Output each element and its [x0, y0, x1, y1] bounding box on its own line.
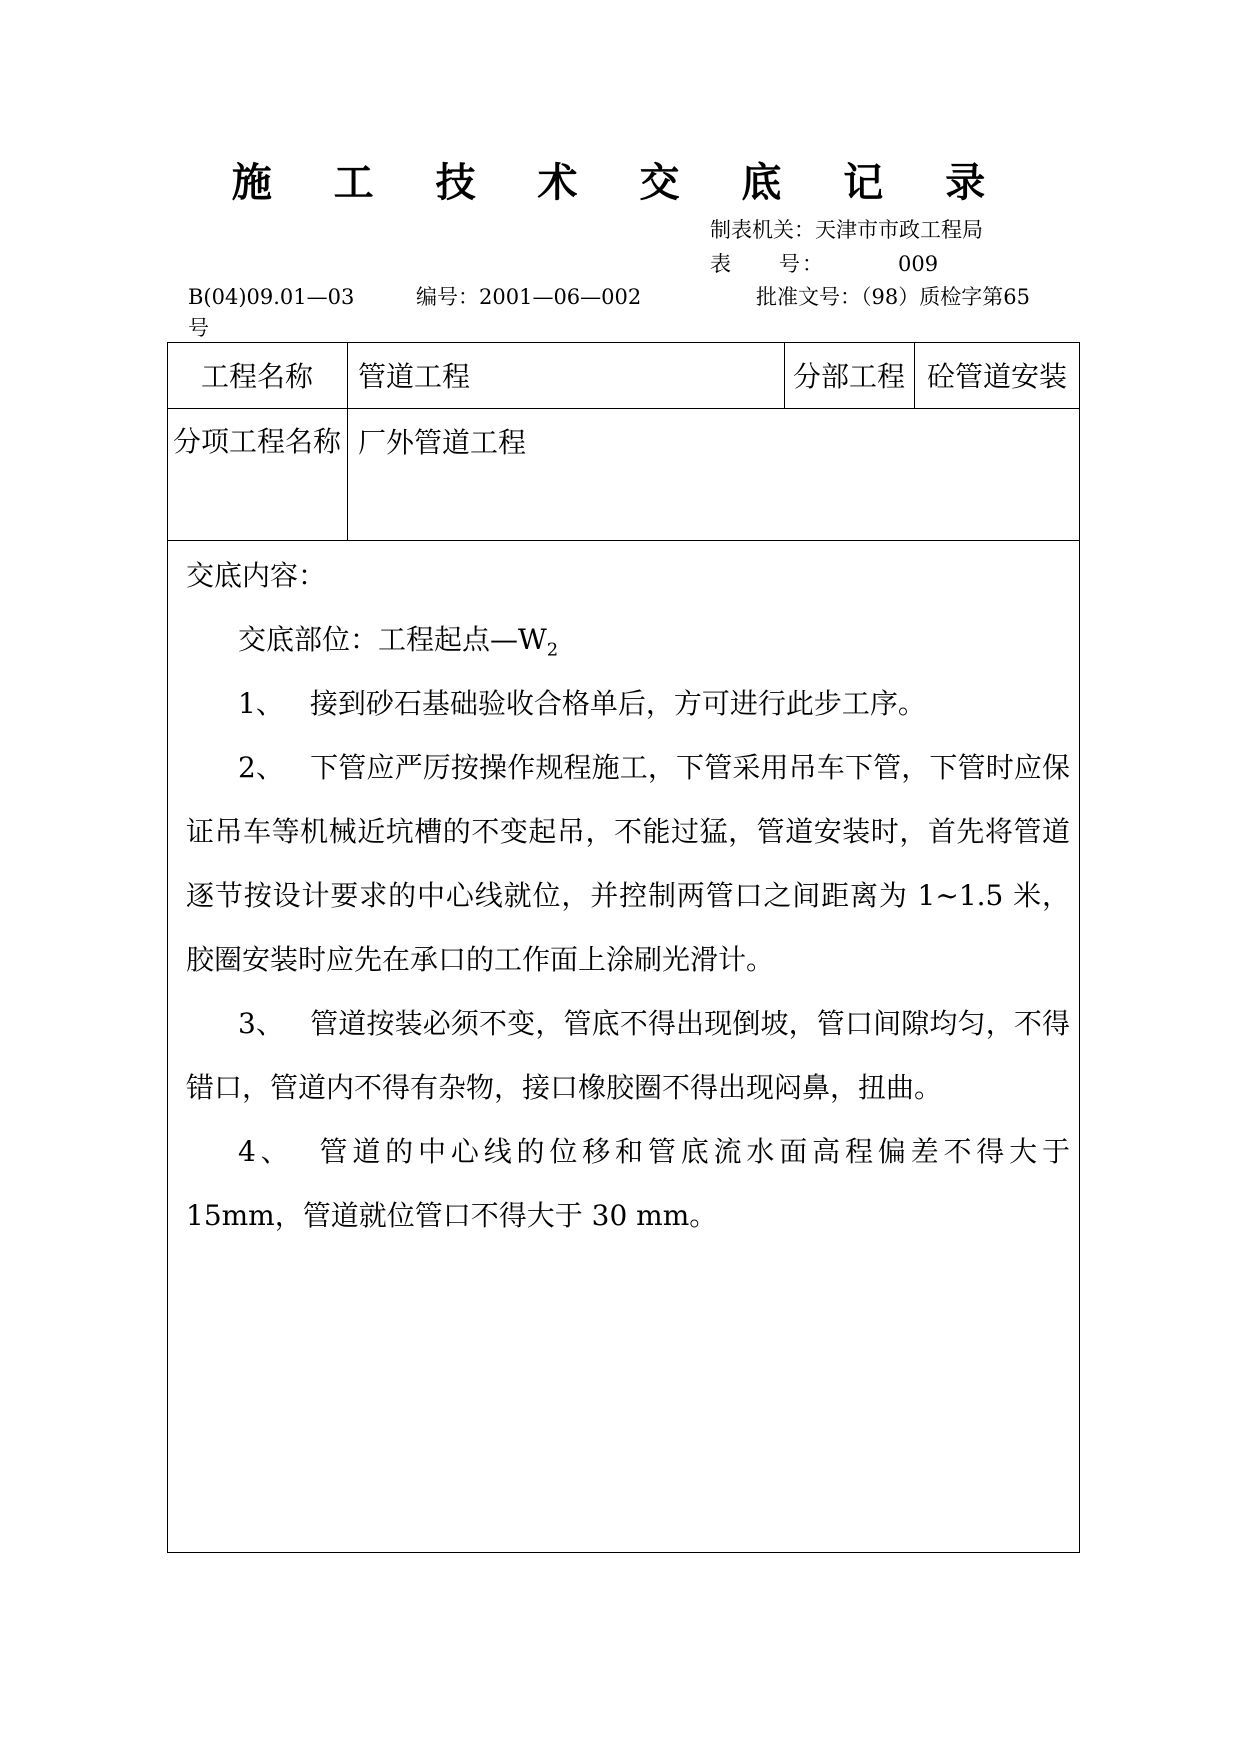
project-name-label: 工程名称 [200, 360, 313, 393]
instruction-text: 管道按装必须不变，管底不得出现倒坡，管口间隙均匀，不得错口，管道内不得有杂物，接口橡胶圈不得出现闷鼻，扭曲。 [186, 1007, 1070, 1104]
form-number-label: 表 号： [710, 252, 825, 276]
content-position-label: 交底部位：工程起点—W [238, 623, 547, 656]
document-code-suffix: 号 [188, 316, 209, 340]
instruction-item [186, 992, 1070, 1120]
instruction-item [186, 672, 1070, 736]
table-row-divider [167, 540, 1080, 541]
instruction-number: 2、 [238, 751, 285, 784]
table-column-divider [347, 342, 348, 540]
form-number-value: 009 [898, 252, 939, 276]
document-title: 施 工 技 术 交 底 记 录 [231, 159, 1010, 206]
document-code: B(04)09.01—03 [188, 285, 355, 309]
instruction-item [186, 736, 1070, 992]
subitem-value: 厂外管道工程 [358, 426, 527, 459]
instruction-text: 管道的中心线的位移和管底流水面高程偏差不得大于 15mm，管道就位管口不得大于 30 mm。 [186, 1135, 1070, 1232]
content-position-subscript: 2 [546, 639, 559, 661]
approval-number: 批准文号：（98）质检字第65 [756, 285, 1030, 309]
subitem-label: 分项工程名称 [172, 425, 341, 458]
instruction-item [186, 1120, 1070, 1248]
instruction-number: 4、 [238, 1135, 294, 1168]
issuer-text: 制表机关：天津市市政工程局 [710, 218, 983, 242]
instruction-text: 下管应严厉按操作规程施工，下管采用吊车下管，下管时应保证吊车等机械近坑槽的不变起吊，不能过猛，管道安装时，首先将管道逐节按设计要求的中心线就位，并控制两管口之间距离为 1~1.5 米，胶圈安装时应先在承口的工作面上涂刷光滑计。 [186, 751, 1070, 976]
instruction-number: 1、 [238, 687, 284, 720]
project-name-value: 管道工程 [358, 360, 471, 393]
instruction-text: 接到砂石基础验收合格单后，方可进行此步工序。 [309, 687, 926, 720]
division-value: 砼管道安装 [926, 360, 1067, 393]
division-label: 分部工程 [792, 360, 905, 393]
instruction-number: 3、 [238, 1007, 285, 1040]
serial-number: 编号：2001—06—002 [416, 285, 642, 309]
content-heading: 交底内容： [186, 559, 327, 592]
